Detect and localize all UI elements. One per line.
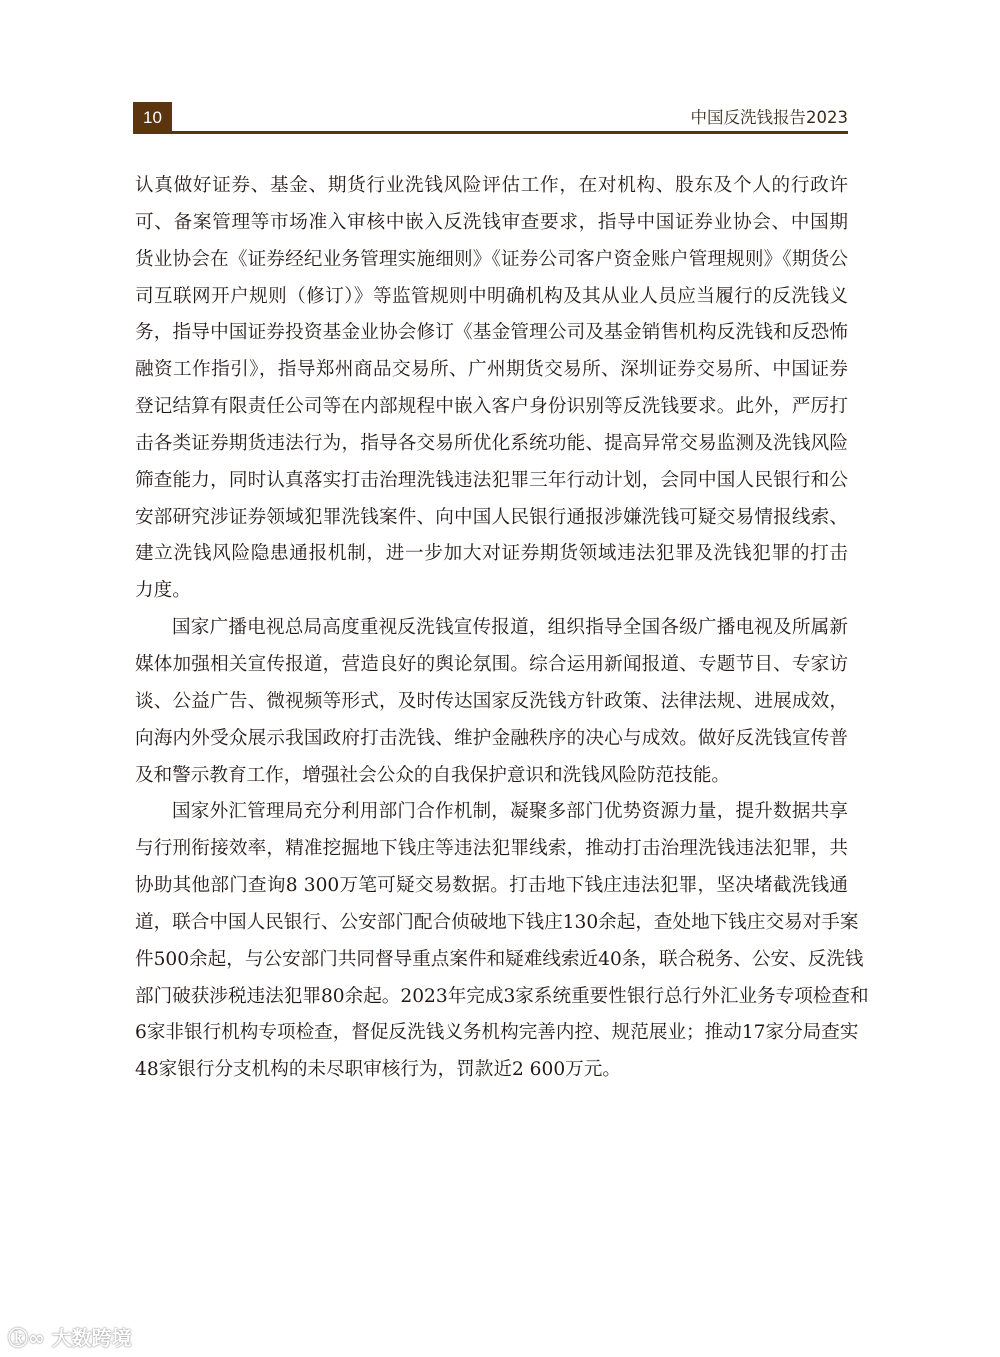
paragraph-line: 力度。	[135, 580, 191, 602]
paragraph-line: 登记结算有限责任公司等在内部规程中嵌入客户身份识别等反洗钱要求。此外，严厉打	[135, 396, 848, 418]
paragraph-line: 6家非银行机构专项检查，督促反洗钱义务机构完善内控、规范展业；推动17家分局查实	[135, 1022, 859, 1044]
report-title: 中国反洗钱报告2023	[690, 108, 848, 127]
paragraph-line: 协助其他部门查询8 300万笔可疑交易数据。打击地下钱庄违法犯罪，坚决堵截洗钱通	[135, 875, 848, 897]
paragraph-line: 建立洗钱风险隐患通报机制，进一步加大对证券期货领域违法犯罪及洗钱犯罪的打击	[135, 543, 848, 565]
paragraph-line: 击各类证券期货违法行为，指导各交易所优化系统功能、提高异常交易监测及洗钱风险	[135, 432, 848, 454]
paragraph-line: 48家银行分支机构的未尽职审核行为，罚款近2 600万元。	[135, 1059, 621, 1081]
header-divider	[133, 131, 848, 134]
paragraph-line: 部门破获涉税违法犯罪80余起。2023年完成3家系统重要性银行总行外汇业务专项检查和	[135, 985, 869, 1007]
paragraph-line: 筛查能力，同时认真落实打击治理洗钱违法犯罪三年行动计划，会同中国人民银行和公	[135, 469, 848, 491]
paragraph-line: 国家外汇管理局充分利用部门合作机制，凝聚多部门优势资源力量，提升数据共享	[172, 801, 848, 823]
paragraph-line: 与行刑衔接效率，精准挖掘地下钱庄等违法犯罪线索，推动打击治理洗钱违法犯罪，共	[135, 838, 848, 860]
paragraph-line: 道，联合中国人民银行、公安部门配合侦破地下钱庄130余起，查处地下钱庄交易对手案	[135, 911, 859, 933]
paragraph-line: 件500余起，与公安部门共同督导重点案件和疑难线索近40条，联合税务、公安、反洗钱	[135, 948, 864, 970]
watermark-logo: ⓚ∞ 大数跨境	[8, 1326, 132, 1350]
page-number: 10	[133, 102, 172, 133]
paragraph-line: 司互联网开户规则（修订）》等监管规则中明确机构及其从业人员应当履行的反洗钱义	[135, 285, 848, 307]
paragraph-line: 及和警示教育工作，增强社会公众的自我保护意识和洗钱风险防范技能。	[135, 764, 731, 786]
paragraph-line: 融资工作指引》，指导郑州商品交易所、广州期货交易所、深圳证券交易所、中国证券	[135, 359, 848, 381]
document-body	[135, 168, 869, 1089]
paragraph-line: 可、备案管理等市场准入审核中嵌入反洗钱审查要求，指导中国证券业协会、中国期	[135, 211, 848, 233]
paragraph-line: 媒体加强相关宣传报道，营造良好的舆论氛围。综合运用新闻报道、专题节目、专家访	[135, 653, 848, 675]
paragraph-line: 认真做好证券、基金、期货行业洗钱风险评估工作，在对机构、股东及个人的行政许	[135, 175, 848, 196]
paragraph-line: 安部研究涉证券领域犯罪洗钱案件、向中国人民银行通报涉嫌洗钱可疑交易情报线索、	[135, 506, 848, 528]
paragraph-line: 务，指导中国证券投资基金业协会修订《基金管理公司及基金销售机构反洗钱和反恐怖	[135, 322, 848, 344]
paragraph-line: 货业协会在《证券经纪业务管理实施细则》《证券公司客户资金账户管理规则》《期货公	[135, 248, 848, 270]
paragraph-line: 谈、公益广告、微视频等形式，及时传达国家反洗钱方针政策、法律法规、进展成效，	[135, 690, 848, 712]
paragraph-line: 向海内外受众展示我国政府打击洗钱、维护金融秩序的决心与成效。做好反洗钱宣传普	[135, 727, 848, 749]
paragraph-line: 国家广播电视总局高度重视反洗钱宣传报道，组织指导全国各级广播电视及所属新	[172, 617, 848, 639]
